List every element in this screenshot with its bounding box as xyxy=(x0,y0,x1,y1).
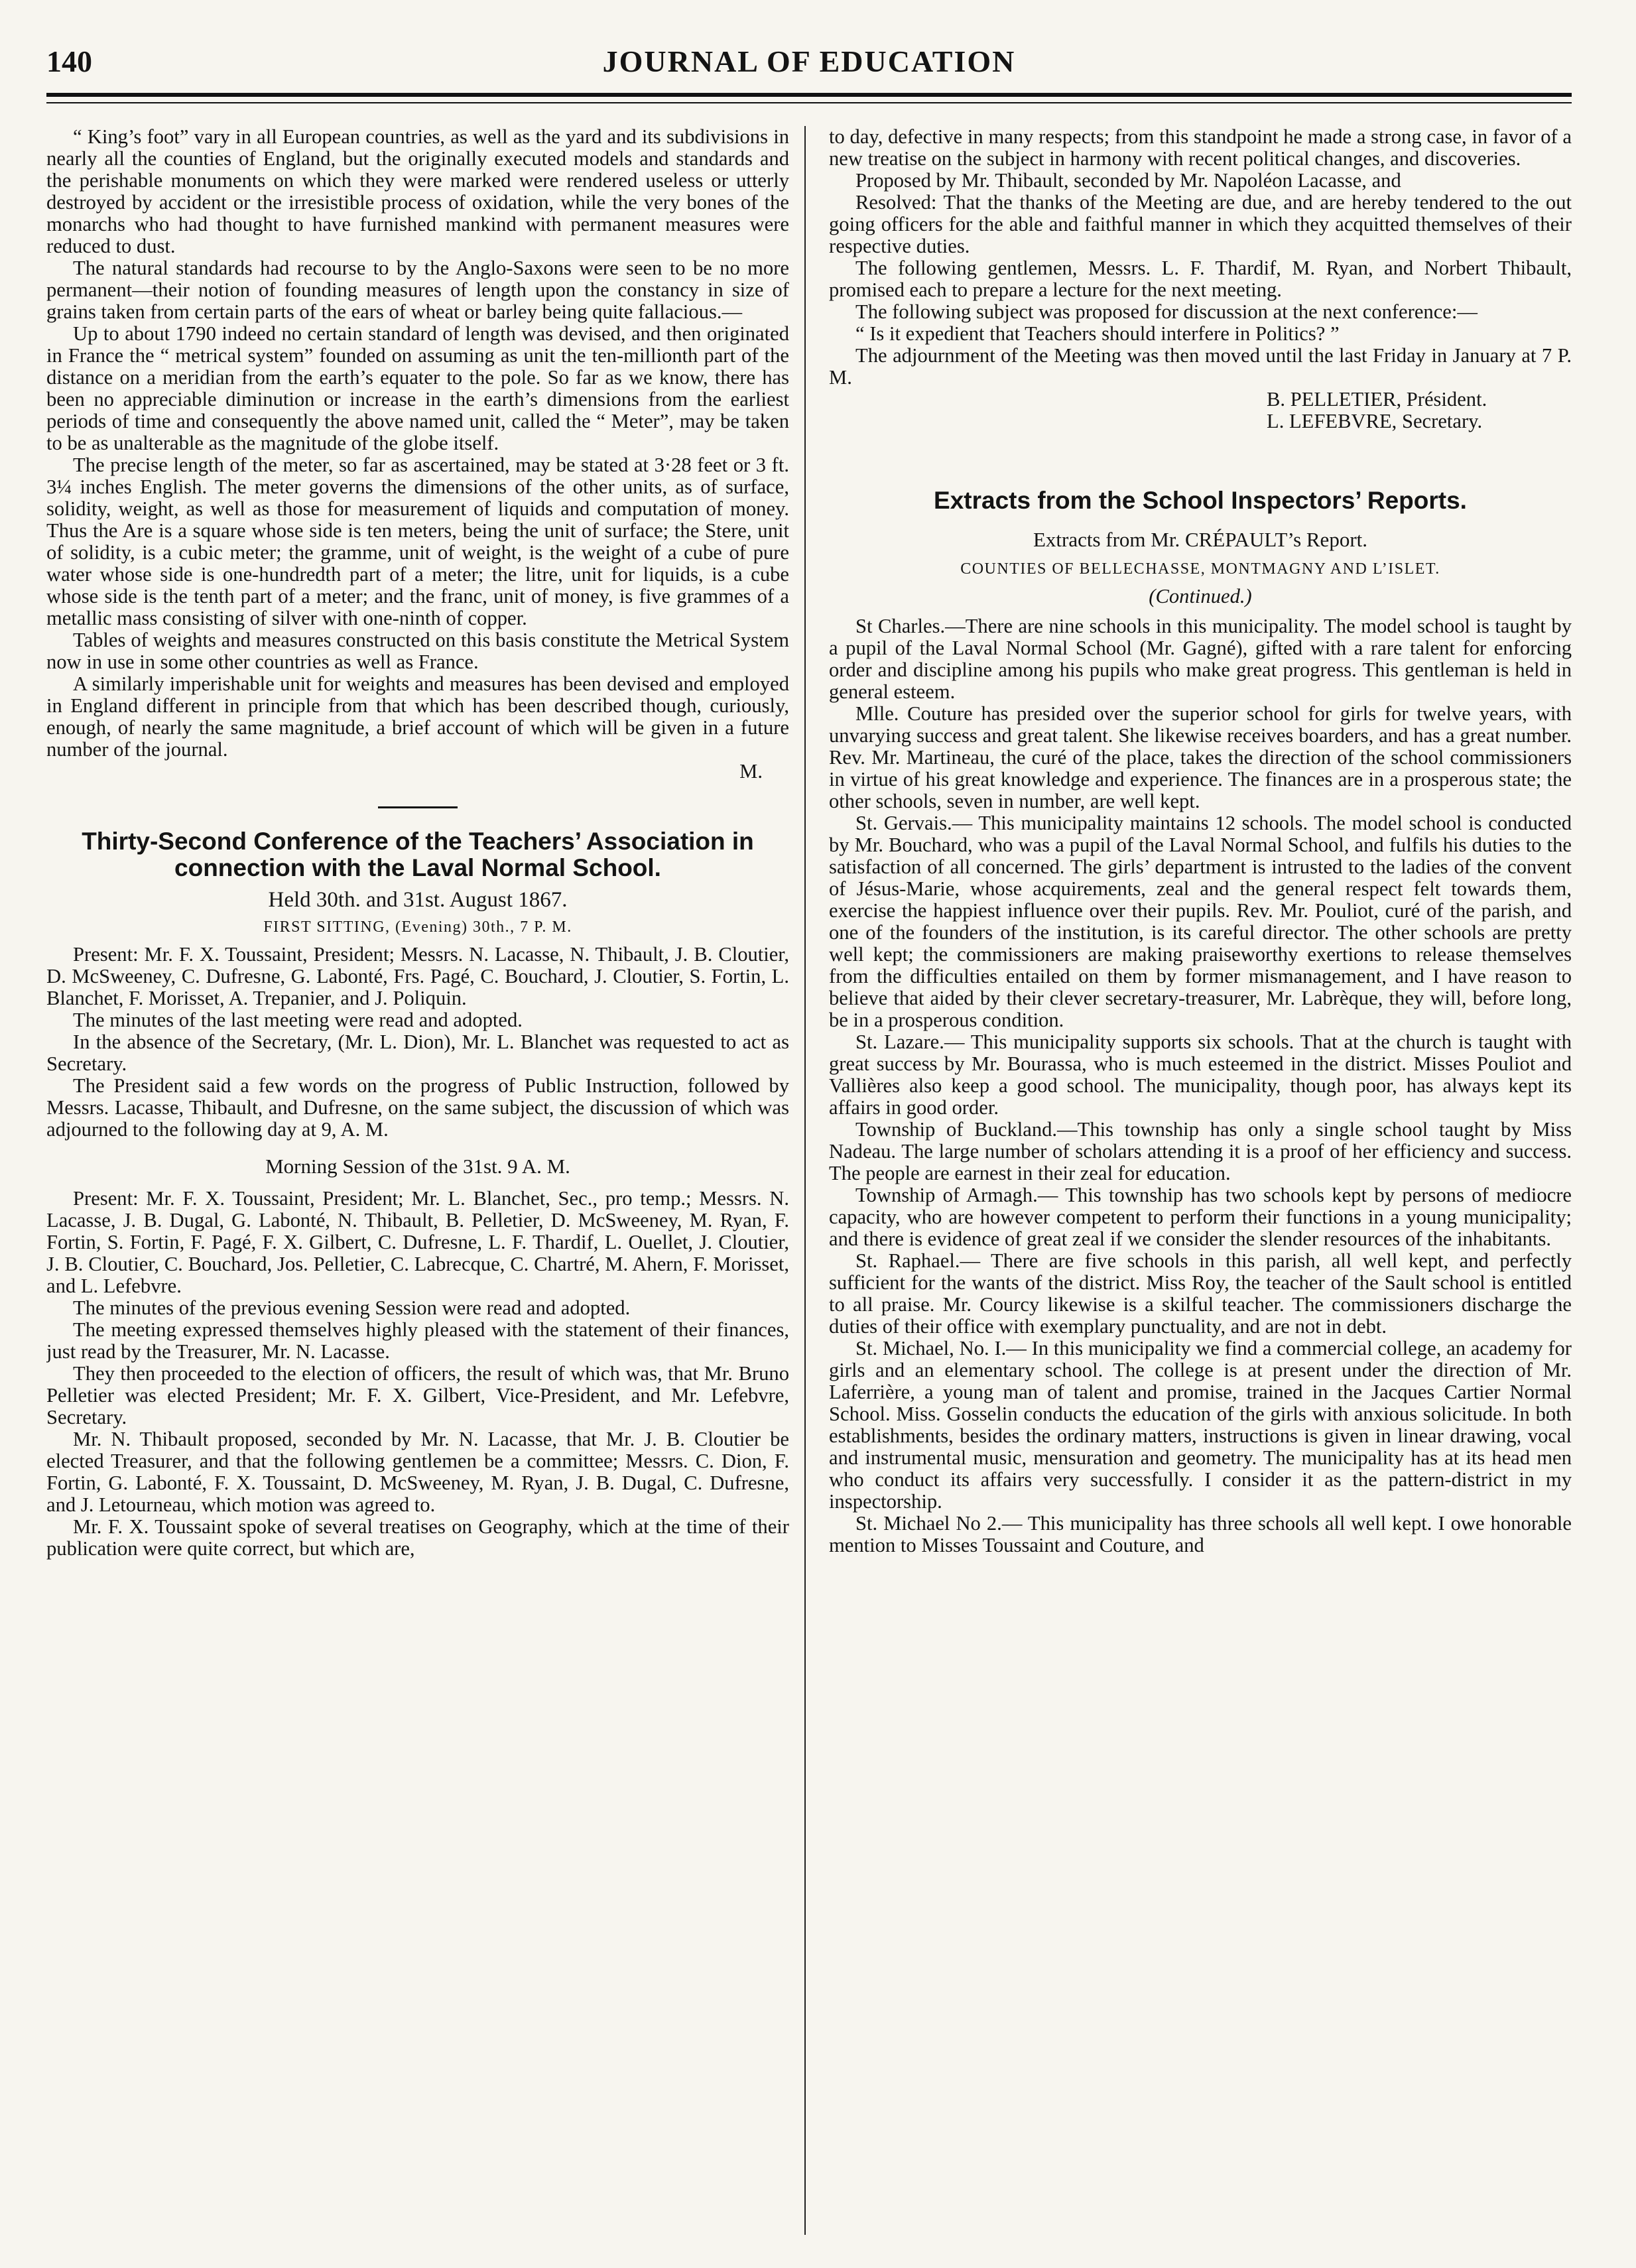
left-column xyxy=(46,126,789,2235)
paragraph: Up to about 1790 indeed no certain standard of length was devised, and then originated in France the “ metrical system” founded on assuming as unit the ten-millionth part of the distance on a meridian from the earth’s equater to the pole. So far as we know, there has been no appreciable diminution or increase in the earth’s dimensions from the earliest periods of time and consequently the above named unit, called the “ Meter”, may be taken to be as unalterable as the magnitude of the globe itself. xyxy=(46,322,789,454)
paragraph: The minutes of the previous evening Session were read and adopted. xyxy=(73,1296,631,1319)
running-title: JOURNAL OF EDUCATION xyxy=(602,44,1016,78)
conference-heading: Thirty-Second Conference of the Teachers’ Association in connection with the Laval Normal School. xyxy=(82,828,754,881)
paragraph: The minutes of the last meeting were read and adopted. xyxy=(73,1009,523,1031)
extracts-heading: Extracts from the School Inspectors’ Reports. xyxy=(934,487,1467,514)
signature-secretary: L. LEFEBVRE, Secretary. xyxy=(1267,410,1483,432)
continued-label: (Continued.) xyxy=(1149,585,1252,607)
paragraph: Mr. F. X. Toussaint spoke of several treatises on Geography, which at the time of their publication were quite correct, but which are, xyxy=(46,1515,789,1560)
paragraph: A similarly imperishable unit for weights and measures has been devised and employed in England different in principle from that which has been described though, curiously, enough, of nearly the same magnitude, a brief account of which will be given in a future number of the journal. xyxy=(46,672,789,761)
paragraph: The natural standards had recourse to by the Anglo-Saxons were seen to be no more permanent—their notion of founding measures of length upon the constancy in size of grains taken from certain parts of the ears of wheat or barley being quite fallacious.— xyxy=(46,257,789,323)
author-initial: M. xyxy=(739,760,763,783)
page-number: 140 xyxy=(46,44,92,78)
paragraph: The following subject was proposed for discussion at the next conference:— xyxy=(855,300,1478,323)
paragraph: Present: Mr. F. X. Toussaint, President; Messrs. N. Lacasse, N. Thibault, J. B. Cloutier, D. McSweeney, C. Dufresne, G. Labonté, Frs. Pagé, C. Bouchard, J. Cloutier, S. Fortin, L. Blanchet, F. Morisset, A. Trepanier, and J. Poliquin. xyxy=(46,943,789,1009)
paragraph: Present: Mr. F. X. Toussaint, President; Mr. L. Blanchet, Sec., pro temp.; Messrs. N. Lacasse, J. B. Dugal, G. Labonté, N. Thibault, B. Pelletier, D. McSweeney, M. Ryan, F. Fortin, S. Fortin, F. Pagé, F. X. Gilbert, C. Dufresne, L. F. Thardif, L. Ouellet, J. Cloutier, J. B. Cloutier, C. Bouchard, Jos. Pelletier, C. Labrecque, C. Chartré, M. Ahern, F. Morisset, and L. Lefebvre. xyxy=(46,1187,789,1297)
paragraph: The President said a few words on the progress of Public Instruction, followed by Messrs. Lacasse, Thibault, and Dufresne, on the same subject, the discussion of which was adjourned to the following day at 9, A. M. xyxy=(46,1074,789,1141)
paragraph: The following gentlemen, Messrs. L. F. Thardif, M. Ryan, and Norbert Thibault, promised each to prepare a lecture for the next meeting. xyxy=(829,257,1572,301)
section-divider xyxy=(1161,472,1240,474)
paragraph: St. Gervais.— This municipality maintains 12 schools. The model school is conducted by Mr. Bouchard, who was a pupil of the Laval Normal School, and fulfils his duties to the satisfaction of all concerned. The girls’ department is intrusted to the ladies of the convent of Jésus-Marie, whose acquirements, zeal and the general respect felt towards them, exercise the happiest influence over their pupils. Rev. Mr. Pouliot, curé of the parish, and one of the founders of the institution, is its careful director. The other schools are pretty well kept; the commissioners are making praiseworthy exertions to release themselves from the difficulties entailed on them by former mismanagement, and I have reason to believe that aided by their clever secretary-treasurer, Mr. Labrèque, they will, before long, be in a prosperous condition. xyxy=(829,812,1572,1031)
paragraph: In the absence of the Secretary, (Mr. L. Dion), Mr. L. Blanchet was requested to act as Secretary. xyxy=(46,1031,789,1075)
counties-heading: COUNTIES OF BELLECHASSE, MONTMAGNY AND L’ISLET. xyxy=(960,560,1440,578)
paragraph: The meeting expressed themselves highly pleased with the statement of their finances, just read by the Treasurer, Mr. N. Lacasse. xyxy=(46,1318,789,1363)
paragraph: The precise length of the meter, so far as ascertained, may be stated at 3·28 feet or 3 ft. 3¼ inches English. The meter governs the dimensions of the other units, as of surface, solidity, weight, as well as those for measurement of liquids and computation of money. Thus the Are is a square whose side is ten meters, being the unit of surface; the Stere, unit of solidity, is a cubic meter; the gramme, unit of weight, is the weight of a cube of pure water whose side is one-hundredth part of a meter; the litre, unit for liquids, is a cube whose side is the tenth part of a meter; and the franc, unit of money, is five grammes of a metallic mass consisting of silver with one-ninth of copper. xyxy=(46,454,789,629)
paragraph: Resolved: That the thanks of the Meeting are due, and are hereby tendered to the out going officers for the able and faithful manner in which they acquitted themselves of their respective duties. xyxy=(829,191,1572,257)
paragraph: “ King’s foot” vary in all European countries, as well as the yard and its subdivisions in nearly all the counties of England, but the originally executed models and standards and the perishable monuments on which they were marked were rendered useless or utterly destroyed by accident or the irresistible process of oxidation, while the very bones of the monarchs who had thought to have furnished mankind with permanent measures were reduced to dust. xyxy=(46,126,789,257)
morning-session-heading: Morning Session of the 31st. 9 A. M. xyxy=(265,1155,570,1178)
paragraph: The adjournment of the Meeting was then moved until the last Friday in January at 7 P. M. xyxy=(829,344,1572,389)
quoted-question: “ Is it expedient that Teachers should interfere in Politics? ” xyxy=(855,322,1340,345)
paragraph: St. Raphael.— There are five schools in this parish, all well kept, and perfectly sufficient for the wants of the district. Miss Roy, the teacher of the Sault school is entitled to all praise. Mr. Courcy likewise is a skilful teacher. The commissioners discharge the duties of their office with exemplary punctuality, and are not in debt. xyxy=(829,1249,1572,1338)
paragraph: to day, defective in many respects; from this standpoint he made a strong case, in favor of a new treatise on the subject in harmony with recent political changes, and discoveries. xyxy=(829,126,1572,170)
paragraph: Township of Armagh.— This township has two schools kept by persons of mediocre capacity, who are however competent to perform their functions in a young municipality; and there is evidence of great zeal if we consider the slender resources of the inhabitants. xyxy=(829,1184,1572,1250)
first-sitting-heading: FIRST SITTING, (Evening) 30th., 7 P. M. xyxy=(263,918,572,936)
paragraph: Mlle. Couture has presided over the superior school for girls for twelve years, with unvarying success and great talent. She likewise receives boarders, and has a great number. Rev. Mr. Martineau, the curé of the place, takes the direction of the school commissioners in virtue of his great knowledge and experience. The finances are in a prosperous state; the other schools, seven in number, are well kept. xyxy=(829,702,1572,812)
paragraph: Proposed by Mr. Thibault, seconded by Mr. Napoléon Lacasse, and xyxy=(855,169,1401,192)
extracts-subheading: Extracts from Mr. CRÉPAULT’s Report. xyxy=(1033,528,1368,551)
paragraph: St. Michael No 2.— This municipality has three schools all well kept. I owe honorable mention to Misses Toussaint and Couture, and xyxy=(829,1512,1572,1556)
paragraph: St. Michael, No. I.— In this municipality we find a commercial college, an academy for girls and an elementary school. The college is at present under the direction of Mr. Laferrière, a young man of talent and promise, trained in the Jacques Cartier Normal School. Miss. Gosselin conducts the education of the girls with anxious solicitude. In both establishments, besides the ordinary matters, instructions is given in linear drawing, vocal and instrumental music, mensuration and geometry. The municipality has at its head men who conduct its affairs very successfully. I consider it as the pattern-district in my inspectorship. xyxy=(829,1337,1572,1513)
paragraph: St. Lazare.— This municipality supports six schools. That at the church is taught with great success by Mr. Bourassa, who is much esteemed in the district. Misses Pouliot and Vallières also keep a good school. The municipality, though poor, has always kept its affairs in good order. xyxy=(829,1031,1572,1119)
paragraph: Mr. N. Thibault proposed, seconded by Mr. N. Lacasse, that Mr. J. B. Cloutier be elected Treasurer, and that the following gentlemen be a committee; Messrs. C. Dion, F. Fortin, G. Labonté, F. X. Toussaint, D. McSweeney, M. Ryan, J. B. Dugal, C. Dufresne, and J. Letourneau, which motion was agreed to. xyxy=(46,1428,789,1516)
conference-dates: Held 30th. and 31st. August 1867. xyxy=(268,888,568,912)
signature-president: B. PELLETIER, Président. xyxy=(1267,388,1487,410)
paragraph: They then proceeded to the election of officers, the result of which was, that Mr. Bruno Pelletier was elected President; Mr. F. X. Gilbert, Vice-President, and Mr. Lefebvre, Secretary. xyxy=(46,1362,789,1428)
paragraph: Tables of weights and measures constructed on this basis constitute the Metrical System now in use in some other countries as well as France. xyxy=(46,629,789,673)
paragraph: Township of Buckland.—This township has only a single school taught by Miss Nadeau. The large number of scholars attending it is a proof of her efficiency and success. The people are earnest in their zeal for education. xyxy=(829,1118,1572,1184)
section-divider xyxy=(378,806,458,808)
page-header xyxy=(46,40,1572,93)
paragraph: St Charles.—There are nine schools in this municipality. The model school is taught by a pupil of the Laval Normal School (Mr. Gagné), gifted with a rare talent for enforcing order and discipline among his pupils who make great progress. This gentleman is held in general esteem. xyxy=(829,615,1572,703)
header-rule xyxy=(46,93,1572,103)
column-divider xyxy=(804,126,806,2235)
right-column xyxy=(829,126,1572,2235)
